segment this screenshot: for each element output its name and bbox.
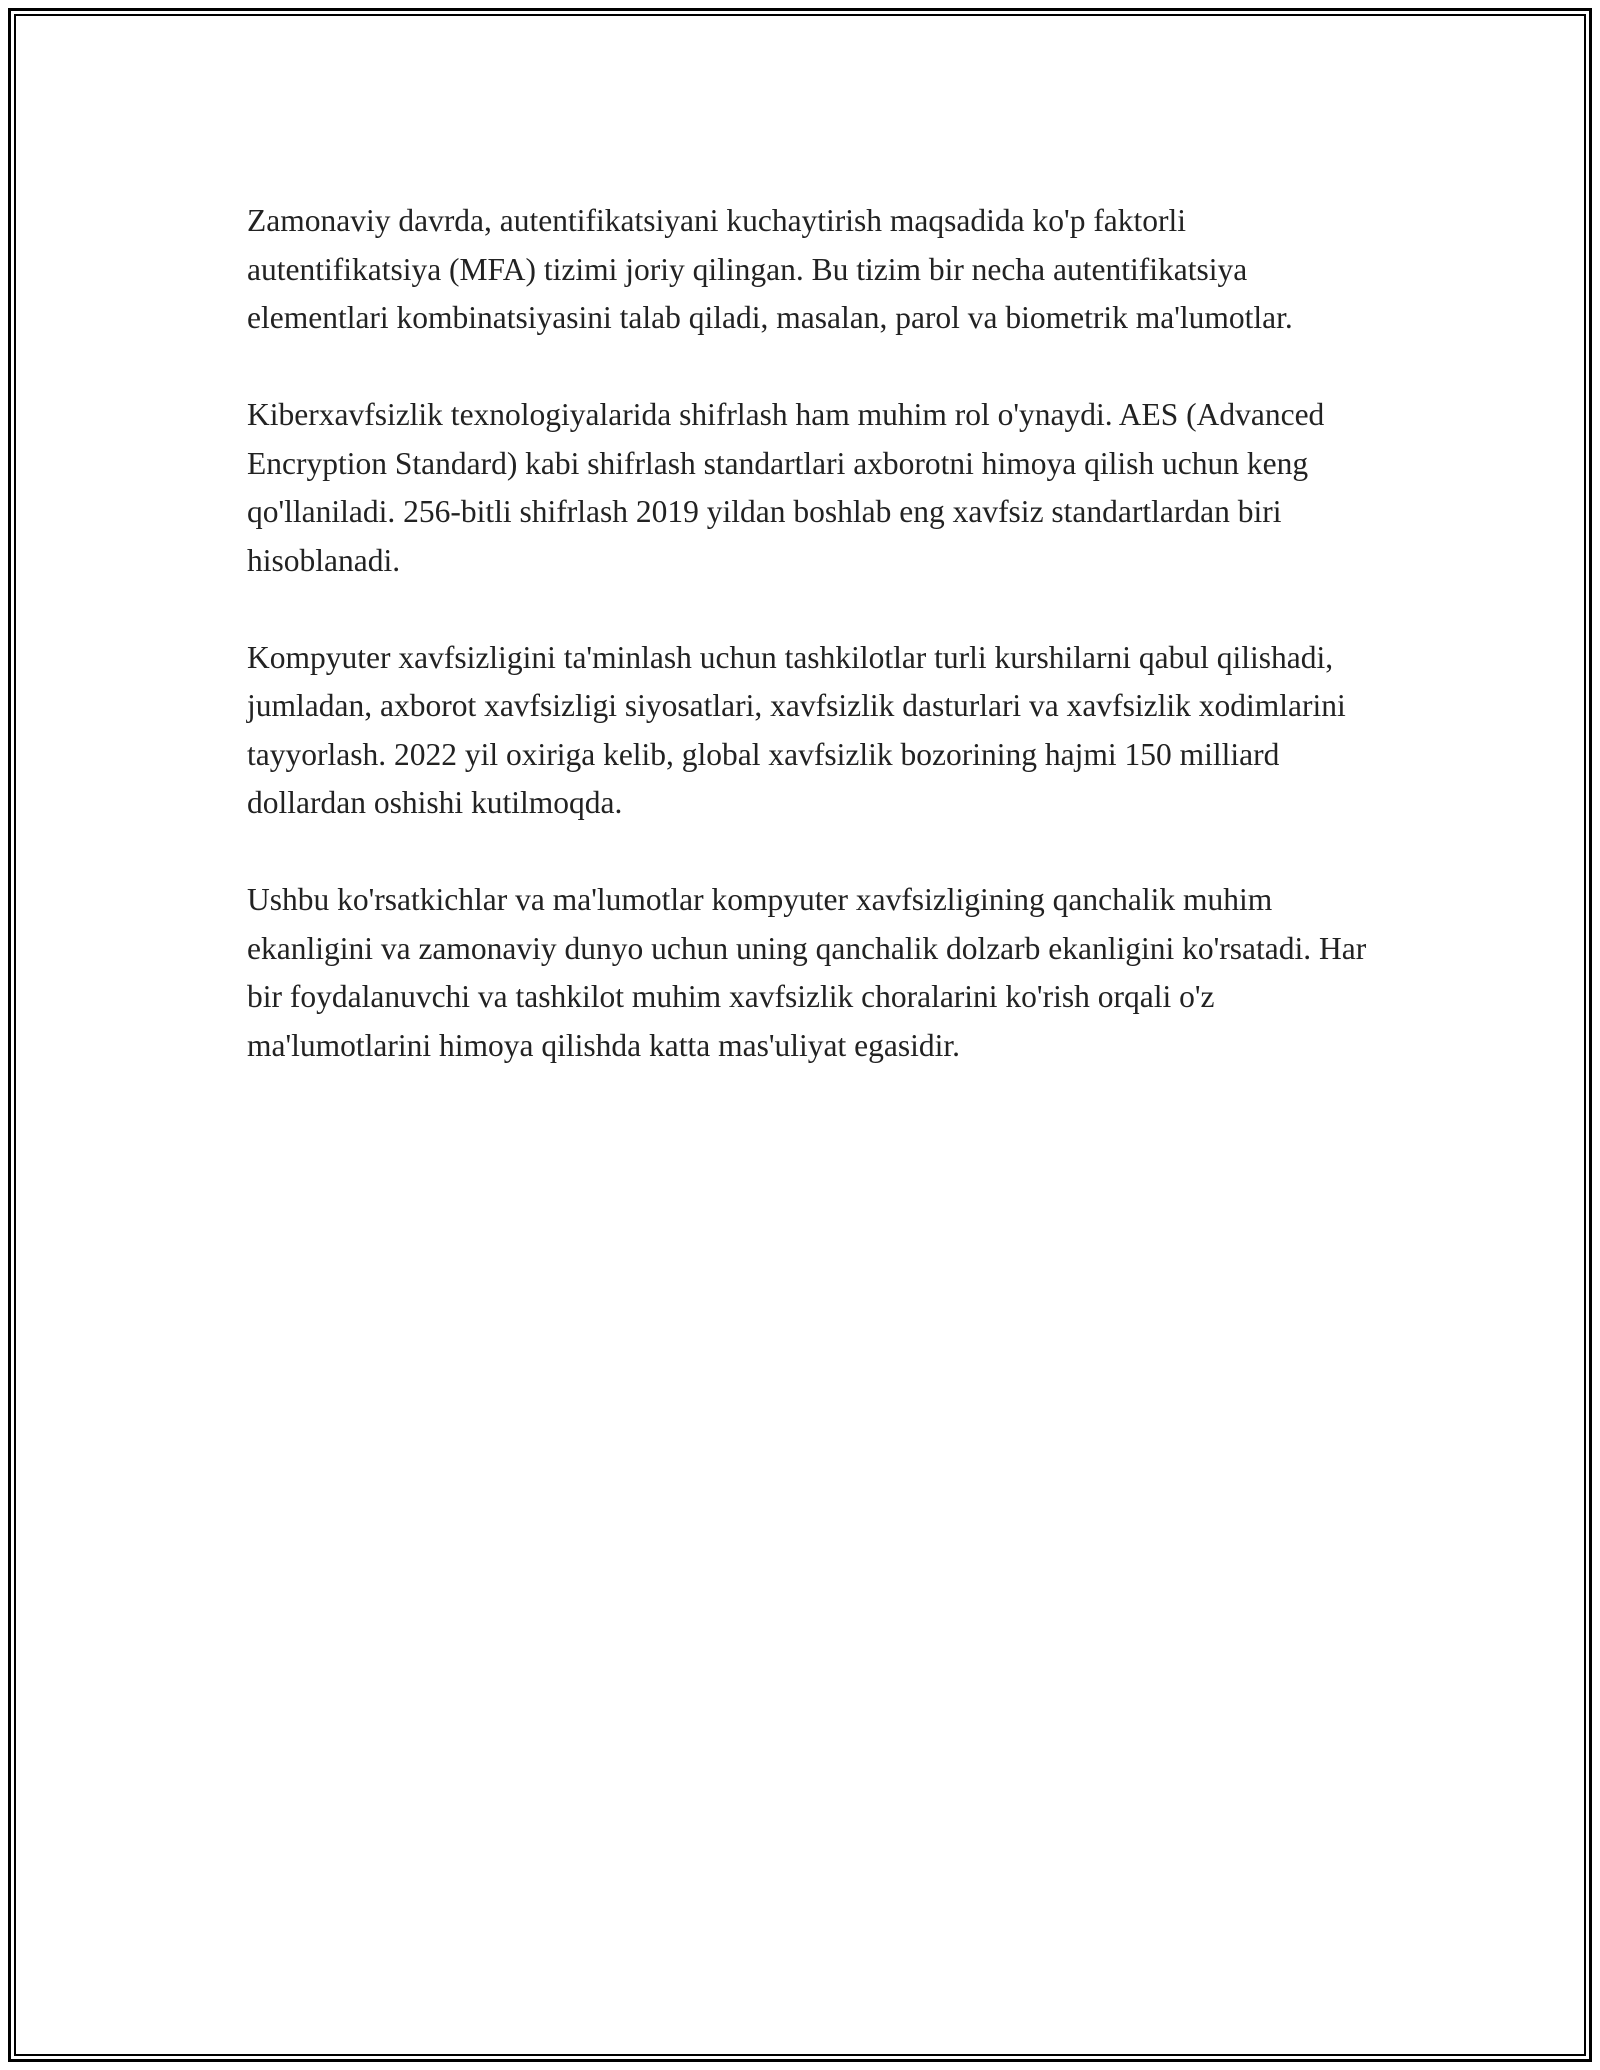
paragraph-encryption: Kiberxavfsizlik texnologiyalarida shifrlash ham muhim rol o'ynaydi. AES (Advanced Encryption Standard) kabi shifrlash standartlari axborotni himoya qilish uchun keng qo'llaniladi. 256-bitli shifrlash 2019 yildan boshlab eng xavfsiz standartlardan biri hisoblanadi.: [247, 397, 1325, 578]
document-body: [247, 197, 1387, 1119]
paragraph-mfa: Zamonaviy davrda, autentifikatsiyani kuchaytirish maqsadida ko'p faktorli autentifikatsiya (MFA) tizimi joriy qilingan. Bu tizim bir necha autentifikatsiya elementlari kombinatsiyasini talab qiladi, masalan, parol va biometrik ma'lumotlar.: [247, 203, 1293, 335]
paragraph-conclusion: Ushbu ko'rsatkichlar va ma'lumotlar kompyuter xavfsizligining qanchalik muhim ekanligini va zamonaviy dunyo uchun uning qanchalik dolzarb ekanligini ko'rsatadi. Har bir foydalanuvchi va tashkilot muhim xavfsizlik choralarini ko'rish orqali o'z ma'lumotlarini himoya qilishda katta mas'uliyat egasidir.: [247, 882, 1367, 1063]
paragraph-organizations: Kompyuter xavfsizligini ta'minlash uchun tashkilotlar turli kurshilarni qabul qilishadi, jumladan, axborot xavfsizligi siyosatlari, xavfsizlik dasturlari va xavfsizlik xodimlarini tayyorlash. 2022 yil oxiriga kelib, global xavfsizlik bozorining hajmi 150 milliard dollardan oshishi kutilmoqda.: [247, 639, 1346, 820]
page-border-frame: [8, 8, 1592, 2062]
